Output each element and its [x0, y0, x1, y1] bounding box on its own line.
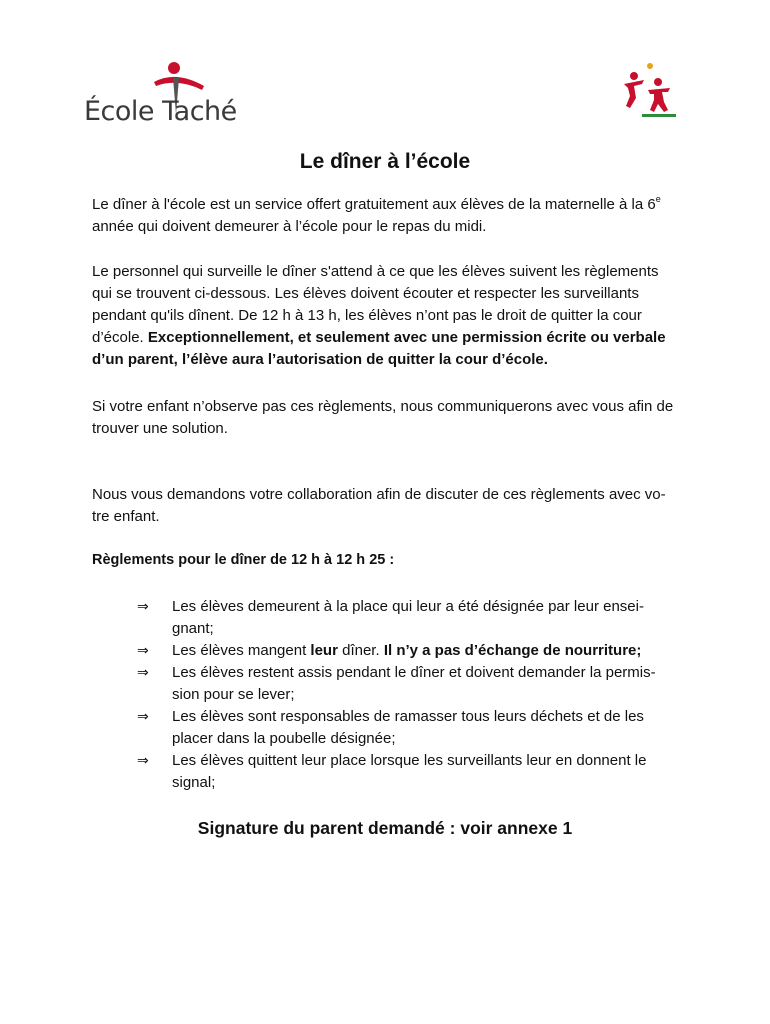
rule-text: Les élèves mangent [172, 642, 311, 659]
page-title: Le dîner à l’école [299, 150, 471, 173]
logo-text: École Taché [84, 96, 237, 127]
list-item [92, 662, 682, 706]
intro-paragraph [92, 194, 678, 238]
communication-paragraph: Si votre enfant n’observe pas ces règlements, nous communiquerons avec vous afin de trouver une solution. [92, 398, 674, 437]
school-logo [84, 58, 274, 130]
rule-text: Les élèves restent assis pendant le dîner et doivent demander la permis-sion pour se lever; [172, 664, 656, 703]
supervision-text: Le personnel qui surveille le dîner s'attend à ce que les élèves suivent les règlements qui se trouvent ci-dessous. Les élèves doivent écouter et respecter les surveillants pendant qu'ils dînent. De 12 h à 13 h, les élèves n’ont pas le droit de quitter la cour d’école. [92, 263, 659, 346]
kids-logo [620, 62, 680, 120]
list-item [92, 640, 682, 662]
rules-list [92, 596, 682, 794]
intro-text: Le dîner à l'école est un service offert gratuitement aux élèves de la maternelle à la 6 [92, 196, 656, 213]
list-item [92, 750, 682, 794]
intro-text-end: année qui doivent demeurer à l’école pour le repas du midi. [92, 218, 487, 235]
arrow-icon: ⇒ [137, 599, 149, 615]
intro-superscript: e [655, 194, 661, 204]
arrow-icon: ⇒ [137, 643, 149, 659]
list-item [92, 706, 682, 750]
supervision-paragraph [92, 261, 678, 371]
rule-text: Les élèves quittent leur place lorsque les surveillants leur en donnent le signal; [172, 752, 647, 791]
arrow-icon: ⇒ [137, 753, 149, 769]
children-playing-icon [620, 62, 680, 120]
rule-text: Les élèves sont responsables de ramasser tous leurs déchets et de les placer dans la poubelle désignée; [172, 708, 644, 747]
rule-bold-text: Il n’y a pas d’échange de nourriture; [383, 642, 642, 659]
collaboration-paragraph: Nous vous demandons votre collaboration afin de discuter de ces règlements avec vo-tre enfant. [92, 486, 666, 525]
arrow-icon: ⇒ [137, 665, 149, 681]
arrow-icon: ⇒ [137, 709, 149, 725]
rule-text: Les élèves demeurent à la place qui leur a été désignée par leur ensei-gnant; [172, 598, 644, 637]
supervision-bold-text: Exceptionnellement, et seulement avec une permission écrite ou verbale d’un parent, l’élève aura l’autorisation de quitter la cour d’école. [92, 329, 666, 368]
list-item [92, 596, 682, 640]
signature-note: Signature du parent demandé : voir annexe 1 [197, 818, 573, 838]
rules-heading: Règlements pour le dîner de 12 h à 12 h 25 : [92, 552, 395, 568]
rule-bold-word: leur [310, 642, 338, 659]
rule-text: dîner. [337, 642, 384, 659]
